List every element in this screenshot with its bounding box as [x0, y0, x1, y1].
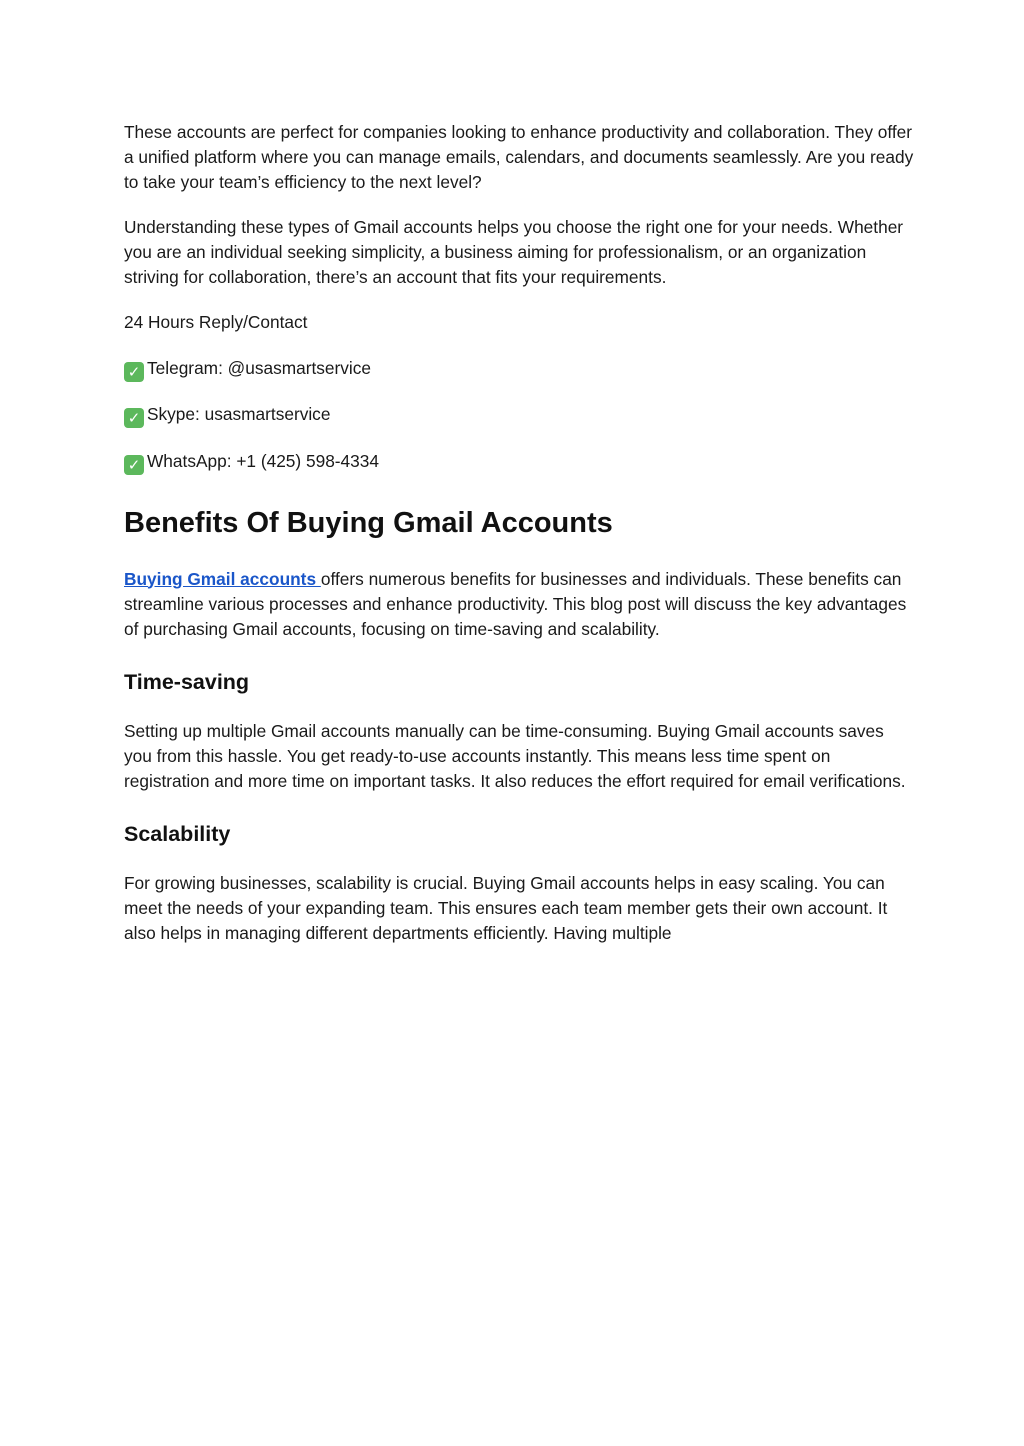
buying-gmail-accounts-link[interactable]: Buying Gmail accounts: [124, 568, 321, 589]
check-mark-icon: ✓: [124, 408, 144, 428]
paragraph-account-types: Understanding these types of Gmail accounts helps you choose the right one for your needs. Whether you are an individual seeking simplicity, a business aiming for professionalism, or an organization striving for collaboration, there’s an account that fits your requirements.: [124, 217, 904, 287]
time-saving-heading: Time-saving: [124, 669, 250, 694]
contact-whatsapp: [124, 449, 914, 475]
scalability-heading: Scalability: [124, 821, 231, 846]
scalability-body: For growing businesses, scalability is crucial. Buying Gmail accounts helps in easy scaling. You can meet the needs of your expanding team. This ensures each team member gets their own account. It also helps in managing different departments efficiently. Having multiple: [124, 872, 888, 943]
paragraph-productivity: These accounts are perfect for companies looking to enhance productivity and collaboration. They offer a unified platform where you can manage emails, calendars, and documents seamlessly. Are you ready to take your team’s efficiency to the next level?: [124, 122, 914, 192]
check-mark-icon: ✓: [124, 362, 144, 382]
contact-telegram: [124, 356, 914, 382]
telegram-text: Telegram: @usasmartservice: [147, 357, 372, 378]
benefits-intro-text: offers numerous benefits for businesses and individuals. These benefits can streamline various processes and enhance productivity. This blog post will discuss the key advantages of purchasing Gmail accounts, focusing on time-saving and scalability.: [124, 568, 907, 639]
document-page: [124, 120, 914, 946]
check-mark-icon: ✓: [124, 455, 144, 475]
benefits-heading: Benefits Of Buying Gmail Accounts: [124, 506, 613, 539]
time-saving-body: Setting up multiple Gmail accounts manually can be time-consuming. Buying Gmail accounts saves you from this hassle. You get ready-to-use accounts instantly. This means less time spent on registration and more time on important tasks. It also reduces the effort required for email verifications.: [124, 720, 906, 791]
benefits-intro: [124, 567, 914, 642]
skype-text: Skype: usasmartservice: [147, 404, 331, 424]
contact-heading: 24 Hours Reply/Contact: [124, 312, 308, 332]
whatsapp-text: WhatsApp: +1 (425) 598-4334: [147, 450, 380, 471]
contact-skype: [124, 402, 914, 428]
